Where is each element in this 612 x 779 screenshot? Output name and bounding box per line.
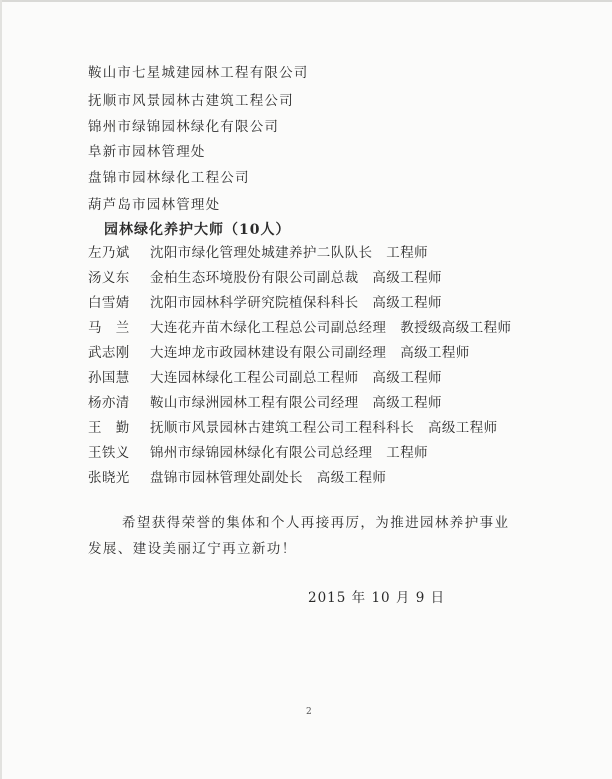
master-name: 白雪婧 [88,295,130,311]
master-entry [88,294,442,312]
masters-heading: 园林绿化养护大师（10人） [104,222,291,238]
master-detail: 大连坤龙市政园林建设有限公司副经理 高级工程师 [150,345,470,361]
organization-line: 鞍山市七星城建园林工程有限公司 [88,65,309,81]
master-detail: 抚顺市风景园林古建筑工程公司工程科科长 高级工程师 [150,420,498,436]
master-detail: 盘锦市园林管理处副处长 高级工程师 [150,470,387,486]
master-entry [88,319,511,337]
master-detail: 大连花卉苗木绿化工程总公司副总经理 教授级高级工程师 [150,320,512,336]
page-number: 2 [306,707,312,717]
master-detail: 鞍山市绿洲园林工程有限公司经理 高级工程师 [150,395,442,411]
document-date: 2015 年 10 月 9 日 [308,590,446,606]
master-entry [88,369,442,387]
master-name: 马 兰 [88,320,130,336]
master-detail: 大连园林绿化工程公司副总工程师 高级工程师 [150,370,442,386]
master-name: 王铁义 [88,445,130,461]
organization-line: 抚顺市风景园林古建筑工程公司 [88,93,294,109]
master-entry [88,394,442,412]
master-name: 左乃斌 [88,245,130,261]
master-entry [88,469,386,487]
master-entry [88,419,498,437]
organization-line: 葫芦岛市园林管理处 [88,197,221,213]
master-name: 张晓光 [88,470,130,486]
master-entry [88,344,470,362]
master-detail: 沈阳市园林科学研究院植保科科长 高级工程师 [150,295,442,311]
master-name: 武志刚 [88,345,130,361]
organization-line: 阜新市园林管理处 [88,144,206,160]
master-detail: 沈阳市绿化管理处城建养护二队队长 工程师 [150,245,428,261]
master-detail: 金柏生态环境股份有限公司副总裁 高级工程师 [150,270,442,286]
master-entry [88,269,442,287]
master-name: 王 勤 [88,420,130,436]
master-name: 杨亦清 [88,395,130,411]
master-entry [88,244,428,262]
master-entry [88,444,428,462]
closing-paragraph-line-1: 希望获得荣誉的集体和个人再接再厉，为推进园林养护事业 [122,515,510,531]
master-name: 孙国慧 [88,370,130,386]
master-detail: 锦州市绿锦园林绿化有限公司总经理 工程师 [150,445,428,461]
scan-edge-top [0,0,612,2]
scan-edge-left [0,0,2,779]
master-name: 汤义东 [88,270,130,286]
organization-line: 锦州市绿锦园林绿化有限公司 [88,119,280,135]
organization-line: 盘锦市园林绿化工程公司 [88,170,250,186]
closing-paragraph-line-2: 发展、建设美丽辽宁再立新功！ [88,541,297,557]
